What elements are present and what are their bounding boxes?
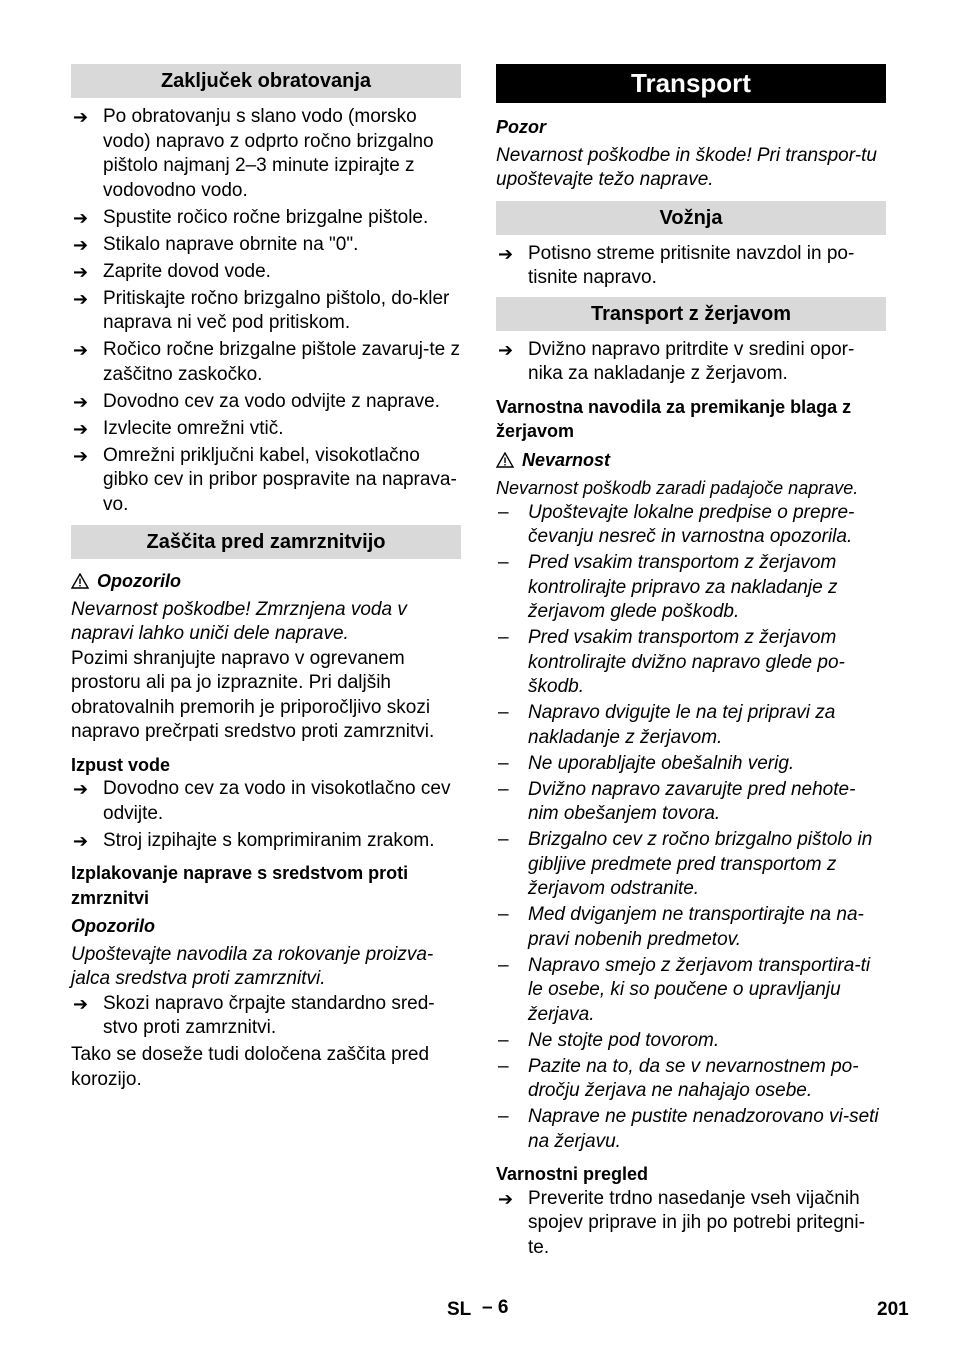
shutdown-steps	[71, 105, 461, 517]
list-item: ➔ Preverite trdno nasedanje vseh vijačnih spojev priprave in jih po potrebi pritegni-te.	[498, 1187, 865, 1258]
list-item: ➔ Zaprite dovod vode.	[71, 260, 461, 285]
list-item: ➔ Spustite ročico ročne brizgalne pištole.	[71, 206, 461, 231]
arrow-icon: ➔	[73, 779, 89, 799]
list-item: – Naprave ne pustite nenadzorovano vi-seti na žerjavu.	[498, 1106, 879, 1152]
list-item: ➔ Pritiskajte ročno brizgalno pištolo, do-kler naprava ni več pod pritiskom.	[73, 287, 450, 333]
winter-storage-text: Pozimi shranjujte napravo v ogrevanem prostoru ali pa jo izpraznite. Pri daljših obratovalnih premorih je priporočljivo skozi napravo prečrpati sredstvo proti zamrznitvi.	[71, 647, 435, 742]
arrow-icon: ➔	[73, 445, 89, 466]
danger-text: Nevarnost poškodb zaradi padajoče naprave.	[496, 478, 859, 498]
inspection-steps	[496, 1187, 886, 1261]
dash-icon: –	[498, 778, 509, 800]
warning-text: Nevarnost poškodbe! Zmrznjena voda v napravi lahko uniči dele naprave.	[71, 598, 407, 644]
list-item: ➔ Izvlecite omrežni vtič.	[71, 417, 461, 442]
flush-warning-text: Upoštevajte navodila za rokovanje proizva-jalca sredstva proti zamrznitvi.	[71, 943, 434, 989]
list-item: – Pred vsakim transportom z žerjavom kontrolirajte dvižno napravo glede po-škodb.	[498, 627, 845, 697]
arrow-icon: ➔	[498, 1188, 514, 1209]
section-heading-driving: Vožnja	[496, 201, 886, 235]
list-item: ➔ Stikalo naprave obrnite na "0".	[71, 233, 461, 258]
warning-triangle-icon	[496, 452, 514, 468]
arrow-icon: ➔	[73, 391, 89, 412]
section-heading-frost: Zaščita pred zamrznitvijo	[71, 525, 461, 559]
arrow-icon: ➔	[73, 261, 89, 282]
list-item: ➔ Dvižno napravo pritrdite v sredini opor-nika za nakladanje z žerjavom.	[498, 338, 855, 384]
caution-text: Nevarnost poškodbe in škode! Pri transpor-tu upoštevajte težo naprave.	[496, 144, 877, 190]
dash-icon: –	[498, 702, 509, 723]
list-item: – Ne stojte pod tovorom.	[496, 1029, 886, 1054]
list-item: – Med dviganjem ne transportirajte na na-pravi nobenih predmetov.	[498, 904, 864, 950]
list-item: ➔ Dovodno cev za vodo odvijte z naprave.	[71, 390, 461, 415]
list-item: ➔ Ročico ročne brizgalne pištole zavaruj-te z zaščitno zaskočko.	[73, 339, 460, 385]
list-item: ➔ Po obratovanju s slano vodo (morsko vodo) napravo z odprto ročno brizgalno pištolo najmanj 2–3 minute izpirajte z vodovodno vodo.	[73, 106, 434, 201]
dash-icon: –	[498, 627, 509, 648]
dash-icon: –	[498, 501, 509, 523]
crane-safety-list	[496, 501, 886, 1155]
left-column	[71, 64, 461, 1092]
dash-icon: –	[498, 904, 509, 925]
driving-steps	[496, 242, 886, 291]
list-item: – Pazite na to, da se v nevarnostnem po-dročju žerjava ne nahajajo osebe.	[498, 1055, 859, 1101]
arrow-icon: ➔	[73, 288, 89, 309]
list-item: – Napravo dvigujte le na tej pripravi za nakladanje z žerjavom.	[498, 702, 836, 748]
right-column	[496, 64, 886, 1263]
section-heading-crane: Transport z žerjavom	[496, 297, 886, 331]
arrow-icon: ➔	[73, 234, 89, 255]
arrow-icon: ➔	[73, 830, 89, 851]
list-item: – Pred vsakim transportom z žerjavom kontrolirajte pripravo za nakladanje z žerjavom glede poškodb.	[498, 552, 838, 622]
flush-warning-heading: Opozorilo	[71, 916, 155, 936]
page-title: Transport	[496, 64, 886, 103]
arrow-icon: ➔	[498, 339, 514, 360]
list-item: ➔ Skozi napravo črpajte standardno sred-stvo proti zamrznitvi.	[73, 992, 435, 1038]
warning-heading: Opozorilo	[71, 569, 461, 594]
subheading-inspection: Varnostni pregled	[496, 1164, 649, 1184]
flush-steps	[71, 992, 461, 1041]
dash-icon: –	[498, 829, 509, 850]
dash-icon: –	[498, 552, 509, 573]
dash-icon: –	[498, 1055, 509, 1077]
caution-heading: Pozor	[496, 117, 547, 137]
list-item: – Napravo smejo z žerjavom transportira-ti le osebe, ki so poučene o upravljanju žerjava.	[498, 954, 871, 1025]
list-item: – Ne uporabljajte obešalnih verig.	[496, 752, 886, 777]
list-item: – Brizgalno cev z ročno brizgalno pištolo in gibljive predmete pred transportom z žerjavom odstranite.	[498, 829, 873, 899]
crane-steps	[496, 338, 886, 387]
corrosion-text: Tako se doseže tudi določena zaščita pred korozijo.	[71, 1044, 430, 1090]
subheading-crane-safety: Varnostna navodila za premikanje blaga z žerjavom	[496, 396, 852, 441]
dash-icon: –	[498, 954, 509, 976]
arrow-icon: ➔	[73, 207, 89, 228]
list-item: – Upoštevajte lokalne predpise o prepre-čevanju nesreč in varnostna opozorila.	[498, 501, 855, 547]
dash-icon: –	[498, 1106, 509, 1127]
section-heading-shutdown: Zaključek obratovanja	[71, 64, 461, 98]
dash-icon: –	[498, 752, 509, 774]
list-item: ➔ Omrežni priključni kabel, visokotlačno gibko cev in pribor pospravite na naprava-vo.	[73, 444, 457, 515]
arrow-icon: ➔	[498, 243, 514, 264]
footer-page-number: 201	[877, 1299, 909, 1320]
arrow-icon: ➔	[73, 993, 89, 1014]
arrow-icon: ➔	[73, 107, 89, 127]
danger-heading: Nevarnost	[496, 448, 886, 473]
list-item: ➔ Stroj izpihajte s komprimiranim zrakom.	[71, 829, 461, 854]
dash-icon: –	[498, 1029, 509, 1051]
list-item: – Dvižno napravo zavarujte pred nehote-nim obešanjem tovora.	[498, 778, 856, 824]
subheading-flush: Izplakovanje naprave s sredstvom proti zmrznitvi	[71, 863, 409, 908]
arrow-icon: ➔	[73, 340, 89, 360]
footer-language: SL	[447, 1299, 472, 1320]
drain-steps	[71, 777, 461, 853]
footer-section-number: – 6	[482, 1297, 509, 1318]
list-item: ➔ Dovodno cev za vodo in visokotlačno cev odvijte.	[73, 778, 451, 824]
warning-triangle-icon	[71, 573, 89, 589]
arrow-icon: ➔	[73, 418, 89, 439]
subheading-drain: Izpust vode	[71, 754, 171, 775]
list-item: ➔ Potisno streme pritisnite navzdol in po-tisnite napravo.	[498, 242, 855, 288]
